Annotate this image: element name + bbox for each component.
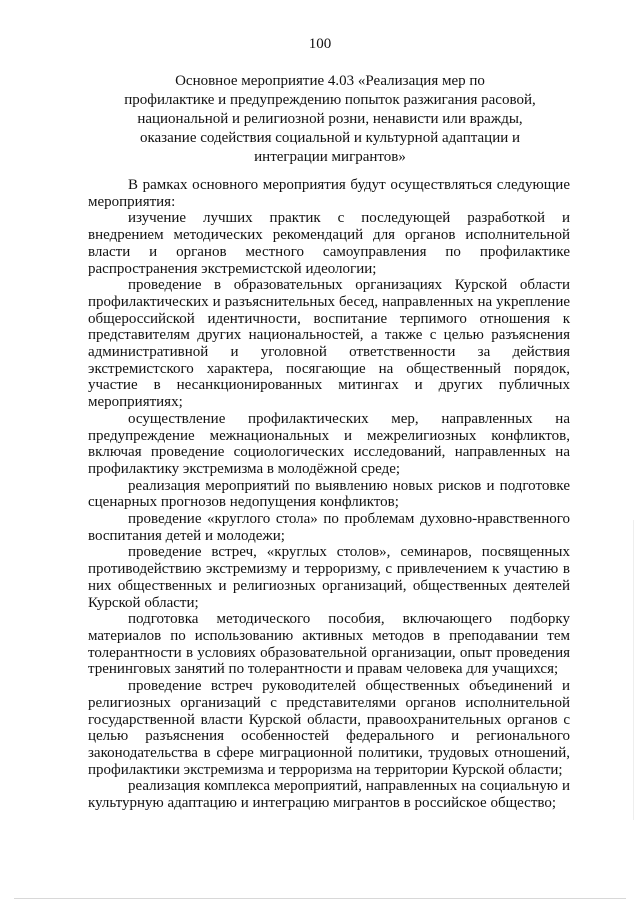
list-item: изучение лучших практик с последующей разработкой и внедрением методических рекомендаций для органов исполнительной власти и органов местного самоуправления по профилактике распространения экстремистской идеологии; xyxy=(88,210,570,277)
heading-line: национальной и религиозной розни, ненависти или вражды, xyxy=(137,111,523,127)
list-item: реализация комплекса мероприятий, направленных на социальную и культурную адаптацию и интеграцию мигрантов в российское общество; xyxy=(88,778,570,812)
document-body xyxy=(88,177,570,812)
heading-line: интеграции мигрантов» xyxy=(254,149,406,165)
list-item: подготовка методического пособия, включающего подборку материалов по использованию активных методов в преподавании тем толерантности в условиях образовательной организации, опыт проведения тренинговых занятий по толерантности и правам человека для учащихся; xyxy=(88,611,570,678)
list-item: проведение встреч, «круглых столов», семинаров, посвященных противодействию экстремизму и терроризму, с привлечением к участию в них общественных и религиозных организаций, общественных деятелей Курской области; xyxy=(88,544,570,611)
list-item: проведение встреч руководителей общественных объединений и религиозных организаций с представителями органов исполнительной государственной власти Курской области, правоохранительных органов с целью разъяснения особенностей федерального и регионального законодательства в сфере миграционной политики, трудовых отношений, профилактики экстремизма и терроризма на территории Курской области; xyxy=(88,678,570,778)
scan-edge-shadow xyxy=(633,520,634,820)
intro-paragraph: В рамках основного мероприятия будут осуществляться следующие мероприятия: xyxy=(88,177,570,210)
section-heading xyxy=(120,72,540,167)
list-item: проведение «круглого стола» по проблемам духовно-нравственного воспитания детей и молодежи; xyxy=(88,511,570,544)
heading-line: Основное мероприятие 4.03 «Реализация мер по xyxy=(175,73,485,89)
list-item: осуществление профилактических мер, направленных на предупреждение межнациональных и межрелигиозных конфликтов, включая проведение социологических исследований, направленных на профилактику экстремизма в молодёжной среде; xyxy=(88,410,570,477)
page-number: 100 xyxy=(308,36,332,52)
list-item: реализация мероприятий по выявлению новых рисков и подготовке сценарных прогнозов недопущения конфликтов; xyxy=(88,477,570,511)
heading-line: оказание содействия социальной и культурной адаптации и xyxy=(139,130,521,146)
scan-bottom-edge xyxy=(14,898,626,899)
heading-line: профилактике и предупреждению попыток разжигания расовой, xyxy=(124,92,536,108)
list-item: проведение в образовательных организациях Курской области профилактических и разъяснительных бесед, направленных на укрепление общероссийской идентичности, воспитание терпимого отношения к представителям других национальностей, а также с целью разъяснения административной и уголовной ответственности за действия экстремистского характера, посягающие на общественный порядок, участие в несанкционированных митингах и других публичных мероприятиях; xyxy=(88,277,570,411)
